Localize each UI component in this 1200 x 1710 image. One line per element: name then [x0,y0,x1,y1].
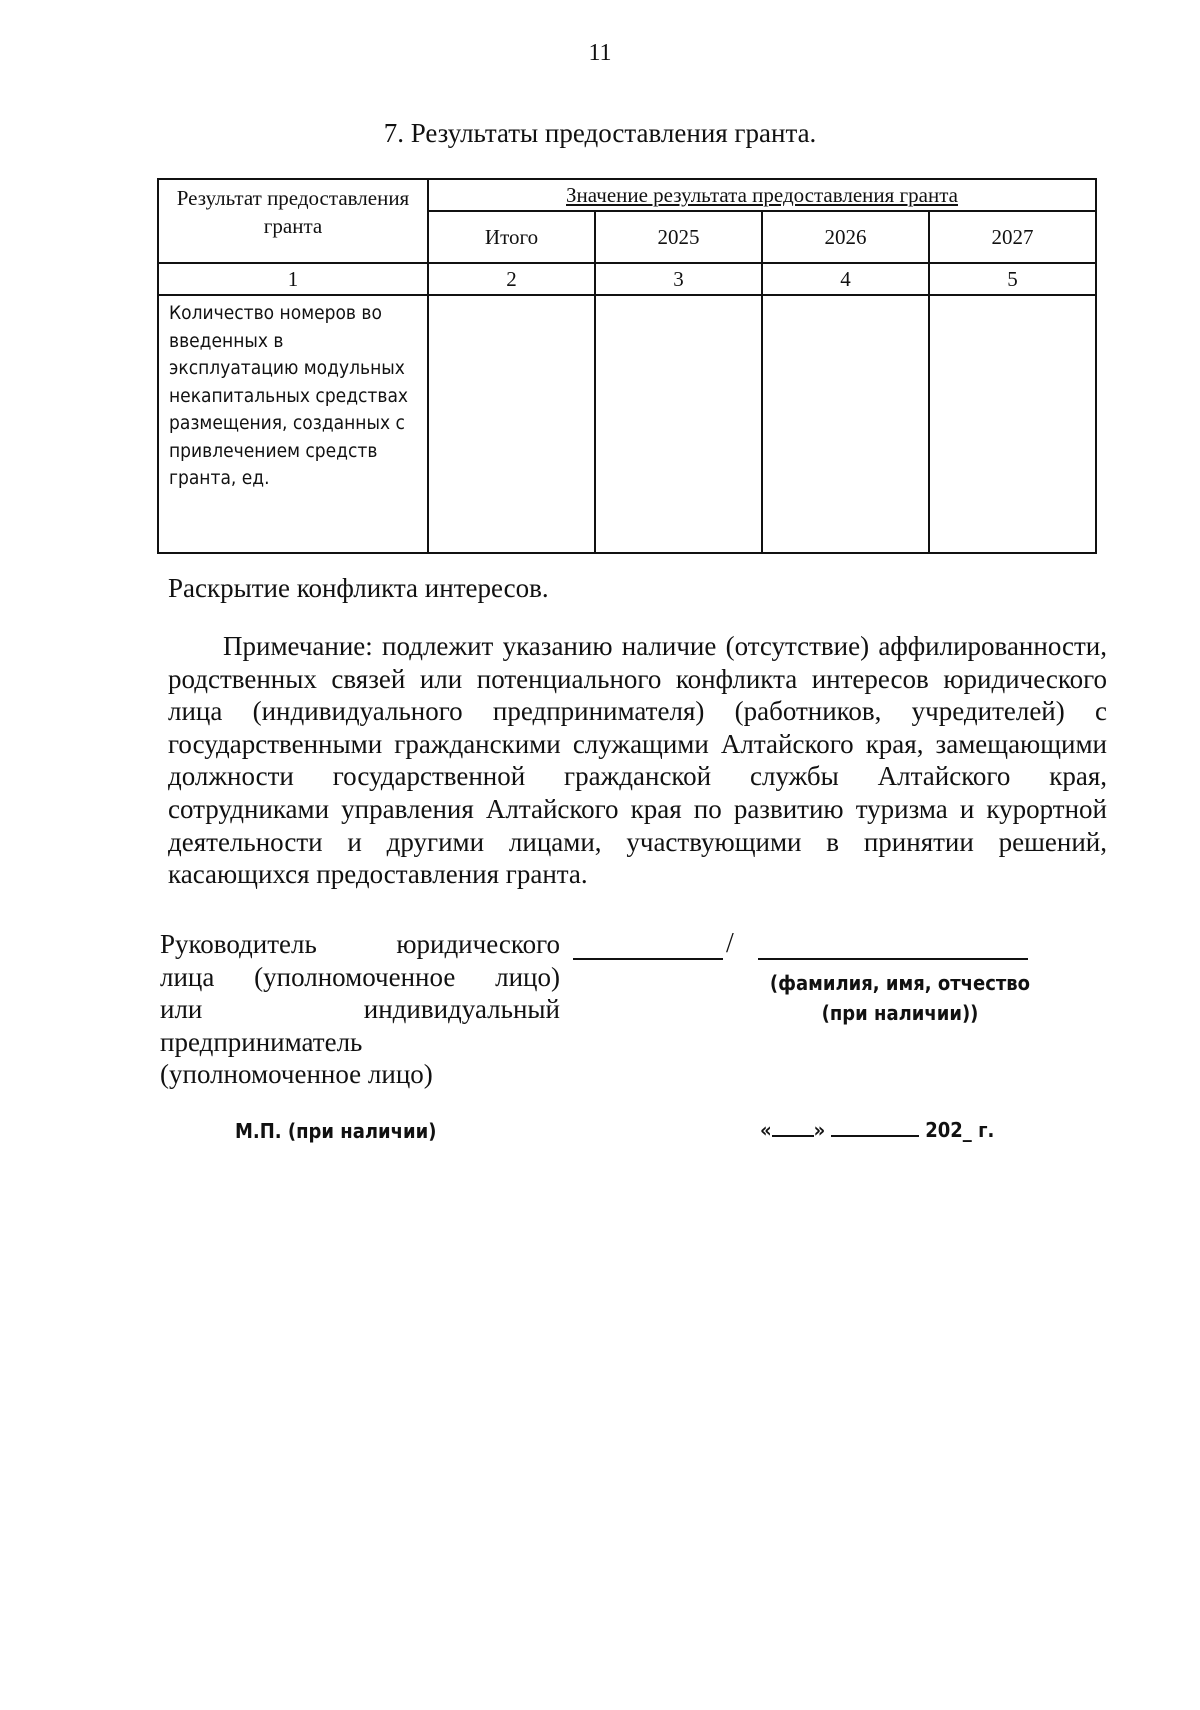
table-row [158,295,1096,553]
column-number: 5 [929,263,1096,295]
header-group: Значение результата предоставления гранта [428,179,1096,211]
disclosure-title: Раскрытие конфликта интересов. [168,573,549,603]
signer-line: или индивидуальный [160,994,560,1024]
results-table [157,178,1097,554]
disclosure-note [168,630,1107,891]
value-cell-2027 [929,295,1096,553]
value-cell-2026 [762,295,929,553]
column-number-row [158,263,1096,295]
date-line [760,1117,994,1142]
value-cell-2025 [595,295,762,553]
section-title: 7. Результаты предоставления гранта. [383,118,817,148]
signer-line: (уполномоченное лицо) [160,1059,433,1089]
table-header-row [158,179,1096,211]
date-year: 202_ г. [925,1118,995,1142]
name-caption-line: (фамилия, имя, отчество [769,971,1031,995]
column-number: 4 [762,263,929,295]
indicator-cell: Количество номеров во введенных в эксплуатацию модульных некапитальных средствах размещения, созданных с привлечением средств гранта, ед. [158,295,428,553]
column-number: 2 [428,263,595,295]
column-number: 3 [595,263,762,295]
signature-blank [573,958,723,960]
name-caption-line: (при наличии)) [821,1001,979,1025]
page-number: 11 [588,40,612,66]
header-col-itogo: Итого [428,211,595,263]
header-col-2025: 2025 [595,211,762,263]
date-close-quote: » [813,1118,826,1142]
month-blank [831,1117,919,1137]
signer-label [160,928,560,1091]
header-col-2026: 2026 [762,211,929,263]
name-blank [758,958,1028,960]
day-blank [772,1117,814,1137]
signer-line: предприниматель [160,1026,363,1057]
signer-line: лица (уполномоченное лицо) [160,961,560,992]
value-cell-itogo [428,295,595,553]
name-caption [750,968,1050,1028]
disclosure-note-text: Примечание: подлежит указанию наличие (отсутствие) аффилированности, родственных связей или потенциального конфликта интересов юридического лица (индивидуального предпринимателя) (работников, учредителей) с государственными гражданскими служащими Алтайского края, замещающими должности государственной гражданской службы Алтайского края, сотрудниками управления Алтайского края по развитию туризма и курортной деятельности и другими лицами, участвующими в принятии решений, касающихся предоставления гранта. [168,631,1107,890]
stamp-label: М.П. (при наличии) [235,1119,437,1143]
date-open-quote: « [760,1118,772,1142]
column-number: 1 [158,263,428,295]
header-col-2027: 2027 [929,211,1096,263]
signer-line: Руководитель юридического [160,929,560,959]
signature-slash: / [726,928,734,959]
header-result: Результат предоставления гранта [158,179,428,263]
